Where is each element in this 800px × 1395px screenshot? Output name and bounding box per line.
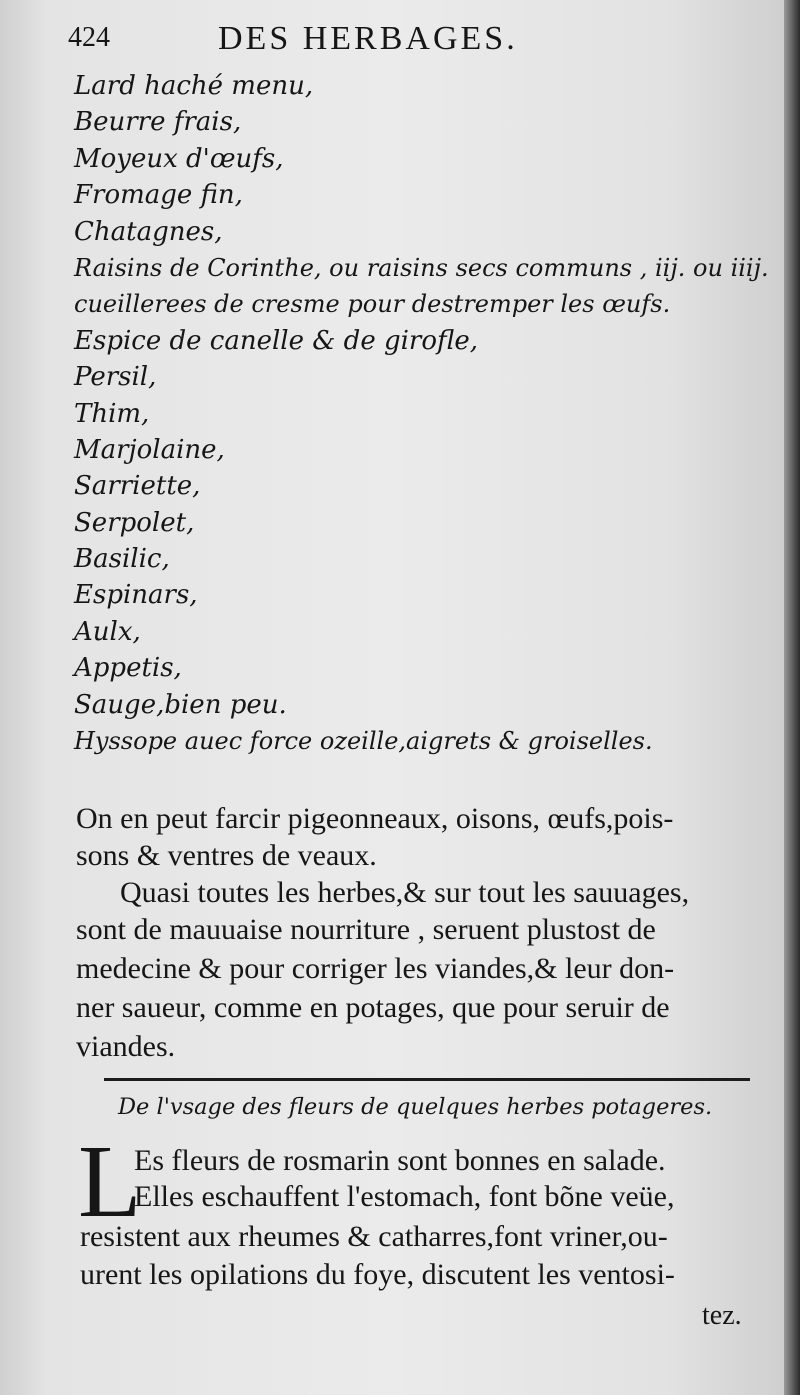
body-line: medecine & pour corriger les viandes,& leur don- (76, 952, 675, 985)
list-item: Chatagnes, (74, 216, 223, 247)
running-title: DES HERBAGES. (218, 20, 518, 57)
body-line: On en peut farcir pigeonneaux, oisons, œufs,pois- (76, 802, 674, 835)
list-item: Espinars, (74, 580, 198, 611)
list-item: Thim, (74, 398, 150, 429)
list-item: Hyssope auec force ozeille,aigrets & groiselles. (74, 727, 653, 756)
list-item: Appetis, (74, 653, 182, 684)
page-edge-shadow (784, 0, 800, 1395)
body-line: sons & ventres de veaux. (76, 839, 377, 872)
list-item: Basilic, (74, 544, 170, 575)
list-item: Moyeux d'œufs, (74, 143, 284, 174)
list-item: Raisins de Corinthe, ou raisins secs communs , iij. ou iiij. (74, 253, 769, 282)
list-item: Sauge,bien peu. (74, 689, 287, 720)
body-line: Quasi toutes les herbes,& sur tout les sauuages, (120, 876, 690, 909)
section-line: Elles eschauffent l'estomach, font bõne veüe, (134, 1180, 675, 1213)
list-item: Marjolaine, (74, 434, 225, 465)
list-item: Fromage fin, (74, 180, 243, 211)
section-rule (104, 1078, 750, 1081)
page-header (68, 20, 768, 62)
drop-cap: L (78, 1124, 142, 1239)
section-line: resistent aux rheumes & catharres,font vriner,ou- (80, 1220, 668, 1253)
section-title: De l'vsage des fleurs de quelques herbes potageres. (118, 1094, 713, 1120)
list-item: Sarriette, (74, 471, 201, 502)
list-item: cueillerees de cresme pour destremper les œufs. (74, 290, 671, 319)
list-item: Beurre frais, (74, 107, 242, 138)
list-item: Espice de canelle & de girofle, (74, 325, 479, 356)
body-line: sont de mauuaise nourriture , seruent plustost de (76, 913, 656, 946)
body-line: viandes. (76, 1030, 176, 1063)
list-item: Lard haché menu, (74, 71, 314, 101)
ingredient-list (74, 68, 774, 759)
page-number: 424 (68, 22, 110, 53)
catchword: tez. (702, 1300, 742, 1331)
list-item: Serpolet, (74, 507, 195, 538)
list-item: Aulx, (74, 616, 141, 647)
section-line: urent les opilations du foye, discutent les ventosi- (80, 1258, 675, 1291)
section-line: Es fleurs de rosmarin sont bonnes en salade. (134, 1144, 666, 1177)
body-line: ner saueur, comme en potages, que pour seruir de (76, 991, 670, 1024)
list-item: Persil, (74, 362, 157, 393)
